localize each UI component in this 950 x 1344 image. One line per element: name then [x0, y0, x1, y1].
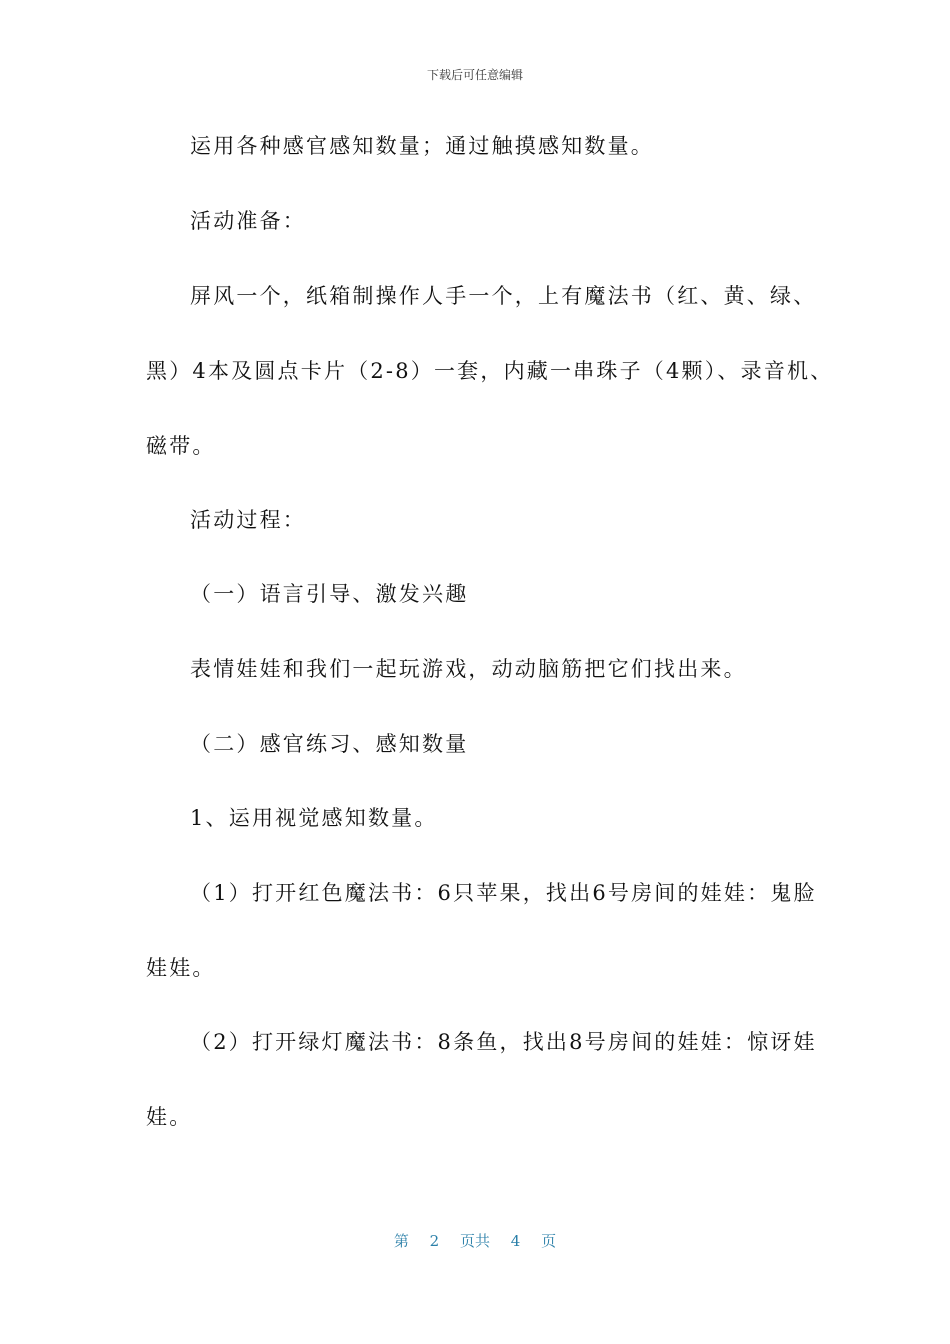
paragraph-line: （1）打开红色魔法书：6只苹果，找出6号房间的娃娃：鬼脸 [190, 881, 817, 905]
paragraph-line: 娃。 [146, 1105, 193, 1129]
paragraph-line: （二）感官练习、感知数量 [190, 732, 469, 756]
paragraph-line: 表情娃娃和我们一起玩游戏，动动脑筋把它们找出来。 [190, 657, 747, 681]
paragraph-line: 活动准备： [190, 209, 306, 233]
page-footer: 第 2 页共 4 页 [393, 1232, 557, 1250]
paragraph-line: 黑）4本及圆点卡片（2-8）一套，内藏一串珠子（4颗）、录音机、 [146, 359, 834, 383]
paragraph-line: （一）语言引导、激发兴趣 [190, 582, 469, 606]
paragraph-line: （2）打开绿灯魔法书：8条鱼，找出8号房间的娃娃：惊讶娃 [190, 1030, 817, 1054]
paragraph-line: 磁带。 [146, 434, 216, 458]
paragraph-line: 1、运用视觉感知数量。 [190, 806, 438, 830]
paragraph-line: 活动过程： [190, 508, 306, 532]
paragraph-line: 运用各种感官感知数量；通过触摸感知数量。 [190, 134, 654, 158]
paragraph-line: 娃娃。 [146, 956, 216, 980]
page-header: 下载后可任意编辑 [426, 68, 523, 82]
paragraph-line: 屏风一个，纸箱制操作人手一个，上有魔法书（红、黄、绿、 [190, 284, 817, 308]
